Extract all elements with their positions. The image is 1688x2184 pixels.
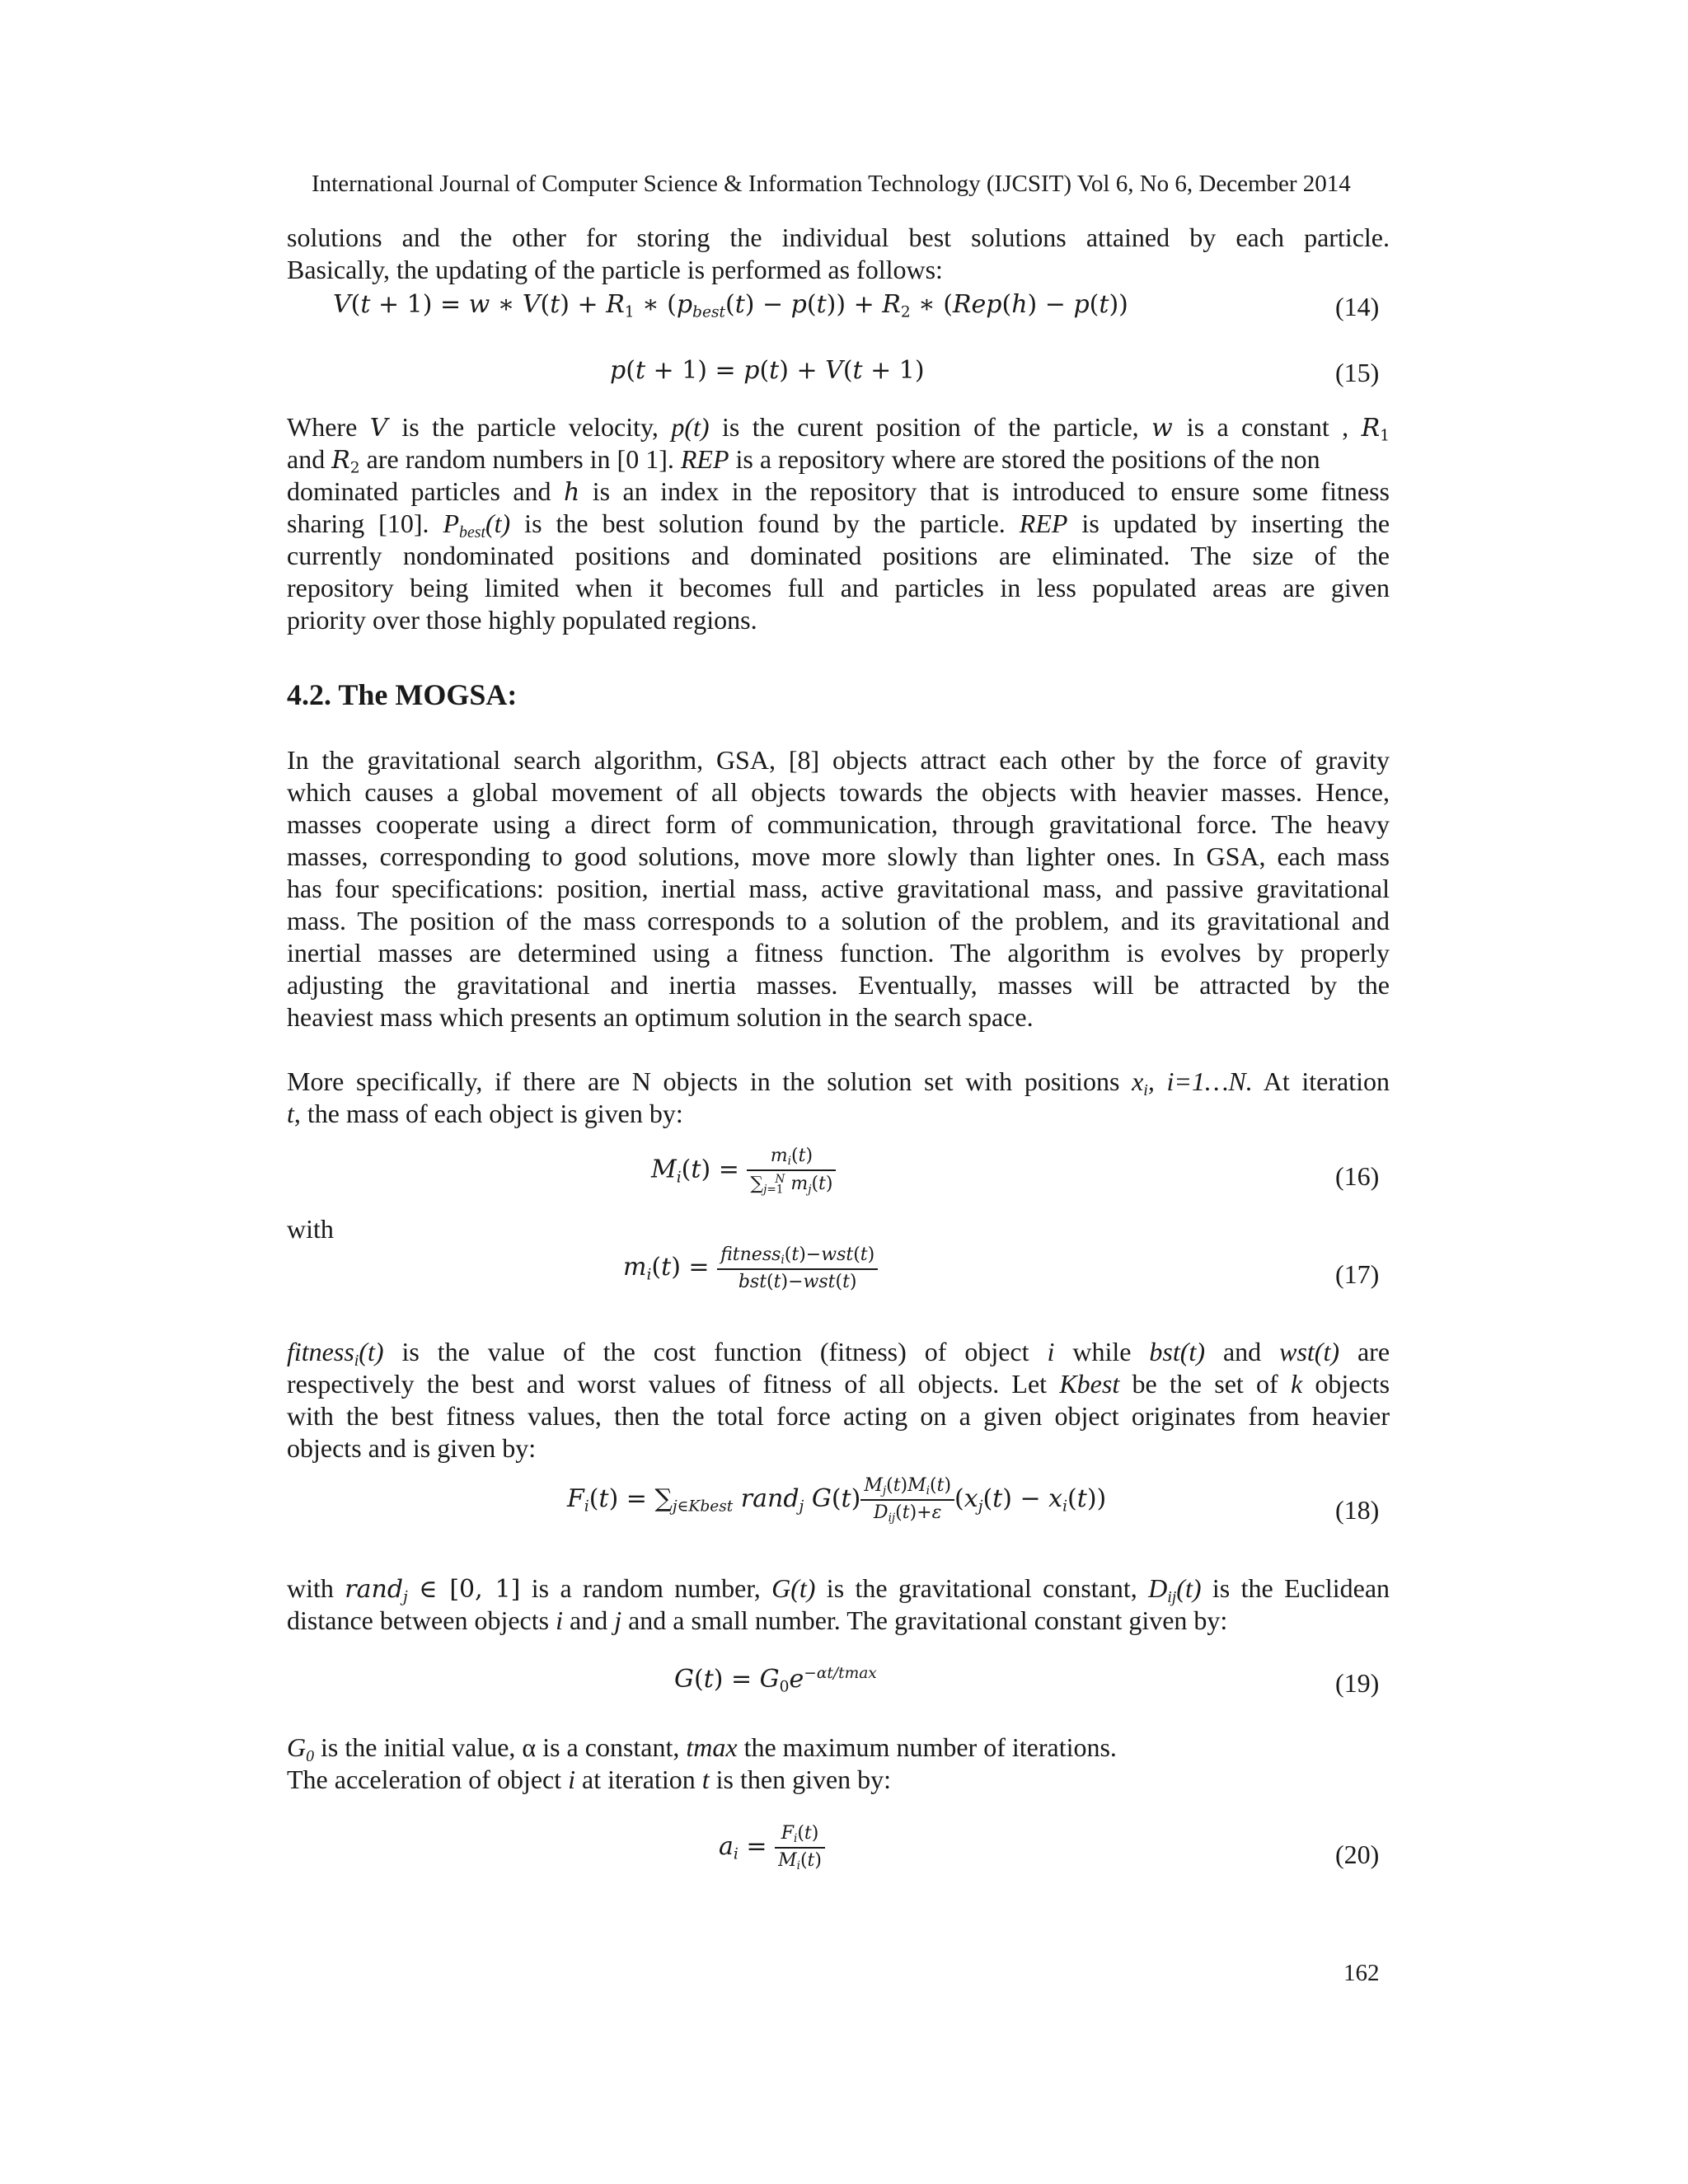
where-line-5: currently nondominated positions and dominated positions are eliminated. The size of the bbox=[287, 541, 1390, 570]
gsa-line: heaviest mass which presents an optimum solution in the search space. bbox=[287, 1002, 1034, 1032]
spec-text: i bbox=[1143, 1080, 1148, 1099]
equation-18: $F_i(t) = \sum_{j\in Kbest}$ rand$_j$ G(t) $\frac{M_j(t)M_i(t)}{D_{ij}(t)+\varepsilon}$ $(x_j(t) - x_i(t))$ bbox=[567, 1475, 1107, 1526]
g0-text: is then given by: bbox=[715, 1765, 892, 1794]
equation-16-number: (16) bbox=[1335, 1161, 1380, 1191]
equation-16: $M_i(t)$ = $\frac{m_i(t)}{\sum_{j=1}^N m_j(t)}$ bbox=[651, 1146, 836, 1196]
equation-14-number: (14) bbox=[1335, 292, 1380, 321]
equation-17: $m_i(t)$ = $\frac{fitness_i(t)-wst(t)}{\text{bst(t)−wst(t)}}$ bbox=[623, 1244, 878, 1292]
fitness-line-1 bbox=[287, 1337, 1390, 1371]
where-text: is the curent position of the particle, bbox=[721, 412, 1139, 442]
spec-text: t bbox=[287, 1099, 294, 1128]
gsa-line: In the gravitational search algorithm, GSA, [8] objects attract each other by the force of gravity bbox=[287, 745, 1390, 775]
randj-text: is the Euclidean bbox=[1212, 1573, 1390, 1603]
gsa-line: adjusting the gravitational and inertia masses. Eventually, masses will be attracted by the bbox=[287, 970, 1390, 1000]
where-text: sharing [10]. bbox=[287, 509, 429, 538]
fitness-text: objects bbox=[1315, 1369, 1390, 1399]
fitness-text: k bbox=[1290, 1369, 1303, 1399]
randj-text: and a small number. The gravitational constant given by: bbox=[628, 1605, 1228, 1635]
randj-text: ij bbox=[1167, 1587, 1177, 1606]
where-line-7: priority over those highly populated regions. bbox=[287, 605, 757, 635]
randj-text: j bbox=[614, 1605, 622, 1635]
where-text: is the best solution found by the particle. bbox=[524, 509, 1006, 538]
equation-15-number: (15) bbox=[1335, 358, 1380, 387]
equation-14: V(t + 1) = w ∗ $V(t) + R_1$ ∗ $(p_{best}(t) - p(t)) + R_2$ ∗ (Rep(h) − p(t)) bbox=[333, 290, 1128, 321]
equation-19-number: (19) bbox=[1335, 1668, 1380, 1698]
fitness-line-3: with the best fitness values, then the total force acting on a given object originates from heavier bbox=[287, 1401, 1390, 1431]
where-line-3: dominated particles and h is an index in the repository that is introduced to ensure some fitness bbox=[287, 476, 1390, 507]
fitness-text: while bbox=[1072, 1337, 1132, 1366]
equation-17-number: (17) bbox=[1335, 1259, 1380, 1289]
fitness-text: Kbest bbox=[1059, 1369, 1120, 1399]
fitness-text: fitness bbox=[287, 1337, 354, 1366]
gsa-line: inertial masses are determined using a fitness function. The algorithm is evolves by properly bbox=[287, 938, 1390, 968]
g0-line-1 bbox=[287, 1732, 1390, 1766]
where-text: is updated by inserting the bbox=[1081, 509, 1390, 538]
fitness-text: are bbox=[1357, 1337, 1390, 1366]
fitness-text: be the set of bbox=[1132, 1369, 1278, 1399]
g0-text: at iteration bbox=[582, 1765, 696, 1794]
where-text: Where bbox=[287, 412, 358, 442]
fitness-text: is the value of the cost function (fitness) of object bbox=[401, 1337, 1029, 1366]
fitness-line-4: objects and is given by: bbox=[287, 1433, 537, 1463]
where-line-6: repository being limited when it becomes full and particles in less populated areas are given bbox=[287, 573, 1390, 602]
gsa-line: masses, corresponding to good solutions, move more slowly than lighter ones. In GSA, each mass bbox=[287, 841, 1390, 871]
section-heading: 4.2. The MOGSA: bbox=[287, 678, 518, 711]
spec-text: More specifically, if there are N objects in the solution set with positions bbox=[287, 1066, 1120, 1096]
where-text: is a constant , bbox=[1186, 412, 1349, 442]
fitness-text: i bbox=[354, 1351, 359, 1370]
page-number: 162 bbox=[1343, 1960, 1380, 1986]
randj-line-1: with rand$_j$ ∈ [0, 1] is a random number, G(t) is the gravitational constant, $D_{ij}(t)$ is the Euclidean bbox=[287, 1573, 1390, 1606]
where-line-2: and $R_2$ are random numbers in [0 1]. REP is a repository where are stored the positions of the non bbox=[287, 444, 1320, 477]
intro-line-1: solutions and the other for storing the individual best solutions attained by each particle. bbox=[287, 223, 1390, 252]
spec-line-1 bbox=[287, 1066, 1390, 1100]
gsa-line: mass. The position of the mass corresponds to a solution of the problem, and its gravitational and bbox=[287, 906, 1390, 935]
gsa-line: masses cooperate using a direct form of communication, through gravitational force. The heavy bbox=[287, 809, 1390, 839]
spec-text: At iteration bbox=[1263, 1066, 1390, 1096]
with-label: with bbox=[287, 1214, 334, 1244]
where-text: p(t) bbox=[671, 412, 710, 442]
g0-text: The acceleration of object bbox=[287, 1765, 562, 1794]
where-text: is a repository where are stored the positions of the non bbox=[735, 444, 1320, 474]
g0-text: the maximum number of iterations. bbox=[743, 1732, 1117, 1762]
g0-text: is the initial value, α is a constant, bbox=[321, 1732, 680, 1762]
where-text: and bbox=[287, 444, 326, 474]
fitness-text: bst(t) bbox=[1149, 1337, 1205, 1366]
fitness-text: and bbox=[1222, 1337, 1262, 1366]
randj-text: distance between objects bbox=[287, 1605, 550, 1635]
fitness-text: wst(t) bbox=[1279, 1337, 1339, 1366]
randj-text: with bbox=[287, 1573, 334, 1603]
equation-19: $G(t) = G_0e^{-\alpha t/tmax}$ bbox=[674, 1665, 877, 1696]
where-text: (t) bbox=[485, 509, 511, 538]
equation-20-number: (20) bbox=[1335, 1840, 1380, 1869]
g0-line-2 bbox=[287, 1765, 1390, 1795]
g0-text: i bbox=[568, 1765, 576, 1794]
fitness-text: (t) bbox=[359, 1337, 384, 1366]
running-header: International Journal of Computer Science & Information Technology (IJCSIT) Vol 6, No 6, December 2014 bbox=[312, 171, 1351, 197]
randj-text: G(t) bbox=[771, 1573, 816, 1603]
where-line-4 bbox=[287, 509, 1390, 542]
where-text: dominated particles and bbox=[287, 476, 551, 506]
equation-20: $a_i$ = $\frac{F_i(t)}{M_i(t)}$ bbox=[719, 1823, 825, 1872]
g0-text: t bbox=[701, 1765, 710, 1794]
where-text: REP bbox=[680, 444, 729, 474]
fitness-line-2 bbox=[287, 1369, 1390, 1399]
spec-text: , i=1…N. bbox=[1147, 1066, 1253, 1096]
where-text: P bbox=[443, 509, 460, 538]
randj-text: (t) bbox=[1176, 1573, 1202, 1603]
where-line-1: Where V is the particle velocity, p(t) is the curent position of the particle, w is a constant , $R_1$ bbox=[287, 412, 1390, 445]
g0-text: G bbox=[287, 1732, 307, 1762]
randj-text: i bbox=[556, 1605, 563, 1635]
spec-text: , the mass of each object is given by: bbox=[293, 1099, 683, 1128]
gsa-line: which causes a global movement of all objects towards the objects with heavier masses. Hence, bbox=[287, 777, 1390, 807]
intro-line-2: Basically, the updating of the particle is performed as follows: bbox=[287, 255, 943, 284]
spec-line-2 bbox=[287, 1099, 1390, 1129]
where-text: REP bbox=[1019, 509, 1068, 538]
g0-text: tmax bbox=[686, 1732, 738, 1762]
randj-text: is a random number, bbox=[531, 1573, 761, 1603]
gsa-line: has four specifications: position, inertial mass, active gravitational mass, and passive gravitational bbox=[287, 874, 1390, 903]
fitness-text: respectively the best and worst values of fitness of all objects. Let bbox=[287, 1369, 1048, 1399]
randj-text: and bbox=[569, 1605, 608, 1635]
equation-18-number: (18) bbox=[1335, 1495, 1380, 1525]
equation-15: p(t + 1) = p(t) + V(t + 1) bbox=[610, 356, 925, 385]
randj-line-2 bbox=[287, 1605, 1390, 1636]
where-text: is the particle velocity, bbox=[401, 412, 659, 442]
where-text: is an index in the repository that is introduced to ensure some fitness bbox=[592, 476, 1390, 506]
spec-text: x bbox=[1132, 1066, 1144, 1096]
g0-text: 0 bbox=[306, 1746, 315, 1765]
randj-text: D bbox=[1148, 1573, 1168, 1603]
fitness-text: i bbox=[1047, 1337, 1055, 1366]
where-text: are random numbers in [0 1]. bbox=[366, 444, 674, 474]
where-text: best bbox=[459, 523, 485, 541]
randj-text: is the gravitational constant, bbox=[826, 1573, 1137, 1603]
